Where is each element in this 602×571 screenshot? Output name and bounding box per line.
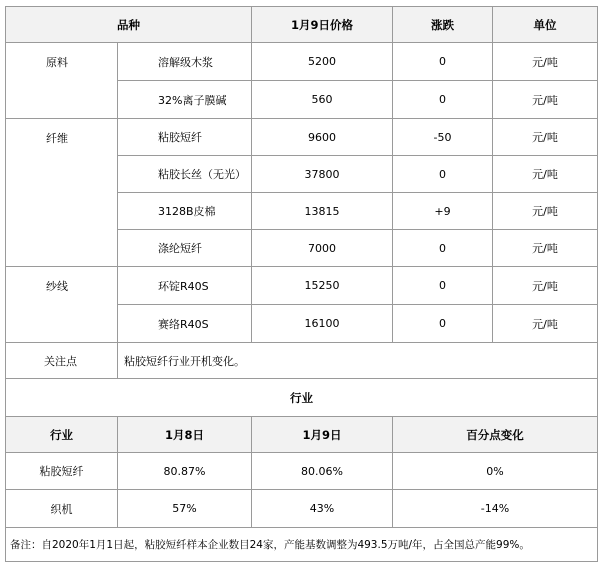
item-name: 溶解级木浆 (118, 43, 252, 81)
item-change: 0 (393, 156, 493, 193)
industry-name: 粘胶短纤 (6, 453, 118, 490)
category-yarn: 纱线 (6, 267, 118, 343)
industry-header-change: 百分点变化 (393, 417, 598, 453)
industry-header-jan8: 1月8日 (118, 417, 252, 453)
table-header-row (6, 7, 598, 43)
item-change: +9 (393, 193, 493, 230)
header-unit: 单位 (493, 7, 598, 43)
item-change: -50 (393, 119, 493, 156)
item-change: 0 (393, 267, 493, 305)
item-price: 37800 (252, 156, 393, 193)
item-name: 粘胶短纤 (118, 119, 252, 156)
category-fiber: 纤维 (6, 119, 118, 267)
item-name: 赛络R40S (118, 305, 252, 343)
category-raw-material: 原料 (6, 43, 118, 119)
item-price: 5200 (252, 43, 393, 81)
item-price: 9600 (252, 119, 393, 156)
industry-header-jan9: 1月9日 (252, 417, 393, 453)
table-row (6, 119, 598, 156)
industry-name: 织机 (6, 490, 118, 528)
item-unit: 元/吨 (493, 267, 598, 305)
item-price: 16100 (252, 305, 393, 343)
industry-change: -14% (393, 490, 598, 528)
industry-jan8: 80.87% (118, 453, 252, 490)
focus-label: 关注点 (6, 343, 118, 379)
focus-text: 粘胶短纤行业开机变化。 (118, 343, 598, 379)
item-unit: 元/吨 (493, 305, 598, 343)
price-table (5, 6, 598, 562)
item-change: 0 (393, 81, 493, 119)
table-row (6, 43, 598, 81)
item-price: 15250 (252, 267, 393, 305)
item-change: 0 (393, 230, 493, 267)
industry-title: 行业 (6, 379, 598, 417)
item-name: 3128B皮棉 (118, 193, 252, 230)
table-row (6, 453, 598, 490)
item-unit: 元/吨 (493, 119, 598, 156)
industry-title-row (6, 379, 598, 417)
industry-jan9: 80.06% (252, 453, 393, 490)
item-name: 粘胶长丝（无光） (118, 156, 252, 193)
footnote-row (6, 528, 598, 562)
table-row (6, 490, 598, 528)
item-unit: 元/吨 (493, 230, 598, 267)
footnote: 备注：自2020年1月1日起，粘胶短纤样本企业数目24家，产能基数调整为493.5万吨/年，占全国总产能99%。 (6, 528, 598, 562)
header-change: 涨跌 (393, 7, 493, 43)
item-unit: 元/吨 (493, 43, 598, 81)
industry-change: 0% (393, 453, 598, 490)
item-unit: 元/吨 (493, 81, 598, 119)
item-name: 涤纶短纤 (118, 230, 252, 267)
item-price: 7000 (252, 230, 393, 267)
item-unit: 元/吨 (493, 156, 598, 193)
focus-row (6, 343, 598, 379)
industry-header-name: 行业 (6, 417, 118, 453)
table-row (6, 267, 598, 305)
header-variety: 品种 (6, 7, 252, 43)
item-price: 13815 (252, 193, 393, 230)
item-unit: 元/吨 (493, 193, 598, 230)
item-change: 0 (393, 305, 493, 343)
industry-header-row (6, 417, 598, 453)
industry-jan8: 57% (118, 490, 252, 528)
item-name: 32%离子膜碱 (118, 81, 252, 119)
industry-jan9: 43% (252, 490, 393, 528)
item-name: 环锭R40S (118, 267, 252, 305)
item-change: 0 (393, 43, 493, 81)
item-price: 560 (252, 81, 393, 119)
header-price: 1月9日价格 (252, 7, 393, 43)
